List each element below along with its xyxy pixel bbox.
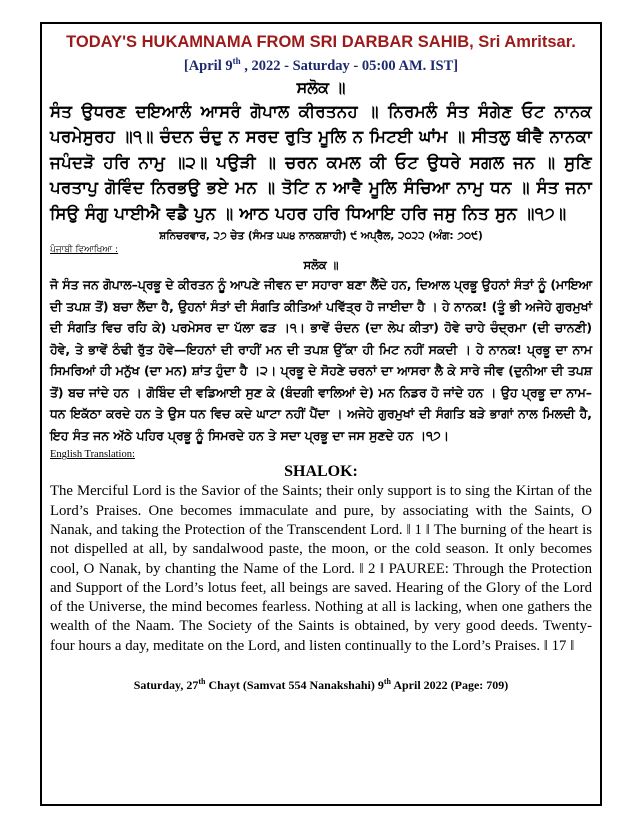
footer-sup2: th <box>383 677 391 686</box>
gurmukhi-date-line: ਸ਼ਨਿਚਰਵਾਰ, ੨੭ ਚੇਤ (ਸੰਮਤ ੫੫੪ ਨਾਨਕਸ਼ਾਹੀ) ੯ ਅਪ੍ਰੈਲ, ੨੦੨੨ (ਅੰਗ: ੭੦੯) <box>159 230 483 243</box>
punjabi-heading: ਸਲੋਕ ॥ <box>303 258 339 273</box>
date-prefix: [April 9 <box>183 57 233 74</box>
footer-part3: April 2022 (Page: 709) <box>390 678 509 692</box>
hukamnama-page <box>40 22 602 806</box>
gurmukhi-heading: ਸਲੋਕ ॥ <box>296 77 346 97</box>
footer-part2: Chayt (Samvat 554 Nanakshahi) 9 <box>205 678 384 692</box>
punjabi-label: ਪੰਜਾਬੀ ਵਿਆਖਿਆ : <box>50 245 119 256</box>
gurmukhi-verse: ਸੰਤ ਉਧਰਣ ਦਇਆਲੰ ਆਸਰੰ ਗੋਪਾਲ ਕੀਰਤਨਹ ॥ ਨਿਰਮਲੰ ਸੰਤ ਸੰਗੇਣ ਓਟ ਨਾਨਕ ਪਰਮੇਸੁਰਹ ॥੧॥ ਚੰਦਨ ਚੰਦੁ ਨ ਸਰਦ ਰੁਤਿ ਮੂਲਿ ਨ ਮਿਟਈ ਘਾਂਮ ॥ ਸੀਤਲੁ ਥੀਵੈ ਨਾਨਕਾ ਜਪੰਦੜੋ ਹਰਿ ਨਾਮੁ ॥੨॥ ਪਉੜੀ ॥ ਚਰਨ ਕਮਲ ਕੀ ਓਟ ਉਧਰੇ ਸਗਲ ਜਨ ॥ ਸੁਣਿ ਪਰਤਾਪੁ ਗੋਵਿੰਦ ਨਿਰਭਉ ਭਏ ਮਨ ॥ ਤੋਟਿ ਨ ਆਵੈ ਮੂਲਿ ਸੰਚਿਆ ਨਾਮੁ ਧਨ ॥ ਸੰਤ ਜਨਾ ਸਿਉ ਸੰਗੁ ਪਾਈਐ ਵਡੈ ਪੁਨ ॥ ਆਠ ਪਹਰ ਹਰਿ ਧਿਆਇ ਹਰਿ ਜਸੁ ਨਿਤ ਸੁਨ ॥੧੭॥ <box>50 101 592 223</box>
punjabi-explanation: ਜੋ ਸੰਤ ਜਨ ਗੋਪਾਲ–ਪ੍ਰਭੂ ਦੇ ਕੀਰਤਨ ਨੂੰ ਆਪਣੇ ਜੀਵਨ ਦਾ ਸਹਾਰਾ ਬਣਾ ਲੈਂਦੇ ਹਨ, ਦਿਆਲ ਪ੍ਰਭੂ ਉਹਨਾਂ ਸੰਤਾਂ ਨੂੰ (ਮਾਇਆ ਦੀ ਤਪਸ਼ ਤੋਂ) ਬਚਾ ਲੈਂਦਾ ਹੈ, ਉਹਨਾਂ ਸੰਤਾਂ ਦੀ ਸੰਗਤਿ ਕੀਤਿਆਂ ਪਵਿੱਤ੍ਰ ਹੋ ਜਾਈਦਾ ਹੈ । ਹੇ ਨਾਨਕ! (ਤੂੰ ਭੀ ਅਜੇਹੇ ਗੁਰਮੁਖਾਂ ਦੀ ਸੰਗਤਿ ਵਿਚ ਰਹਿ ਕੇ) ਪਰਮੇਸਰ ਦਾ ਪੱਲਾ ਫੜ ।੧। ਭਾਵੇਂ ਚੰਦਨ (ਦਾ ਲੇਪ ਕੀਤਾ) ਹੋਵੇ ਚਾਹੇ ਚੰਦ੍ਰਮਾ (ਦੀ ਚਾਨਣੀ) ਹੋਵੇ, ਤੇ ਭਾਵੇਂ ਠੰਢੀ ਰੁੱਤ ਹੋਵੇ—ਇਹਨਾਂ ਦੀ ਰਾਹੀਂ ਮਨ ਦੀ ਤਪਸ਼ ਉੱਕਾ ਹੀ ਮਿਟ ਨਹੀਂ ਸਕਦੀ । ਹੇ ਨਾਨਕ! ਪ੍ਰਭੂ ਦਾ ਨਾਮ ਸਿਮਰਿਆਂ ਹੀ ਮਨੁੱਖ (ਦਾ ਮਨ) ਸ਼ਾਂਤ ਹੁੰਦਾ ਹੈ ।੨। ਪ੍ਰਭੂ ਦੇ ਸੋਹਣੇ ਚਰਨਾਂ ਦਾ ਆਸਰਾ ਲੈ ਕੇ ਸਾਰੇ ਜੀਵ (ਦੁਨੀਆ ਦੀ ਤਪਸ਼ ਤੋਂ) ਬਚ ਜਾਂਦੇ ਹਨ । ਗੋਬਿੰਦ ਦੀ ਵਡਿਆਈ ਸੁਣ ਕੇ (ਬੰਦਗੀ ਵਾਲਿਆਂ ਦੇ) ਮਨ ਨਿਡਰ ਹੋ ਜਾਂਦੇ ਹਨ । ਉਹ ਪ੍ਰਭੂ ਦਾ ਨਾਮ–ਧਨ ਇਕੱਠਾ ਕਰਦੇ ਹਨ ਤੇ ਉਸ ਧਨ ਵਿਚ ਕਦੇ ਘਾਟਾ ਨਹੀਂ ਪੈਂਦਾ । ਅਜੇਹੇ ਗੁਰਮੁਖਾਂ ਦੀ ਸੰਗਤਿ ਬੜੇ ਭਾਗਾਂ ਨਾਲ ਮਿਲਦੀ ਹੈ, ਇਹ ਸੰਤ ਜਨ ਅੱਠੇ ਪਹਿਰ ਪ੍ਰਭੂ ਨੂੰ ਸਿਮਰਦੇ ਹਨ ਤੇ ਸਦਾ ਪ੍ਰਭੂ ਦਾ ਜਸ ਸੁਣਦੇ ਹਨ ।੧੭। <box>50 277 592 443</box>
english-translation: The Merciful Lord is the Savior of the Saints; their only support is to sing the Kirtan of the Lord’s Praises. One becomes immaculate and pure, by associating with the Saints, O Nanak, and taking the Protection of the Transcendent Lord. ‖ 1 ‖ The burning of the heart is not dispelled at all, by sandalwood paste, the moon, or the cold season. It only becomes cool, O Nanak, by chanting the Name of the Lord. ‖ 2 ‖ PAUREE: Through the Protection and Support of the Lord’s lotus feet, all beings are saved. Hearing of the Glory of the Lord of the Universe, the mind becomes fearless. Nothing at all is lacking, when one gathers the wealth of the Naam. The Society of the Saints is obtained, by very good deeds. Twenty-four hours a day, meditate on the Lord, and listen continually to the Lord’s Praises. ‖ 17 ‖ <box>50 483 592 654</box>
english-heading: SHALOK: <box>284 463 358 481</box>
footer-date <box>50 674 592 693</box>
date-header <box>50 52 592 75</box>
date-sup: th <box>232 56 241 66</box>
date-rest: , 2022 - Saturday - 05:00 AM. IST] <box>240 57 459 74</box>
page-title: TODAY'S HUKAMNAMA FROM SRI DARBAR SAHIB, Sri Amritsar. <box>66 33 576 51</box>
english-label: English Translation: <box>50 449 135 461</box>
footer-part1: Saturday, 27 <box>133 678 199 692</box>
footer-sup1: th <box>198 677 206 686</box>
